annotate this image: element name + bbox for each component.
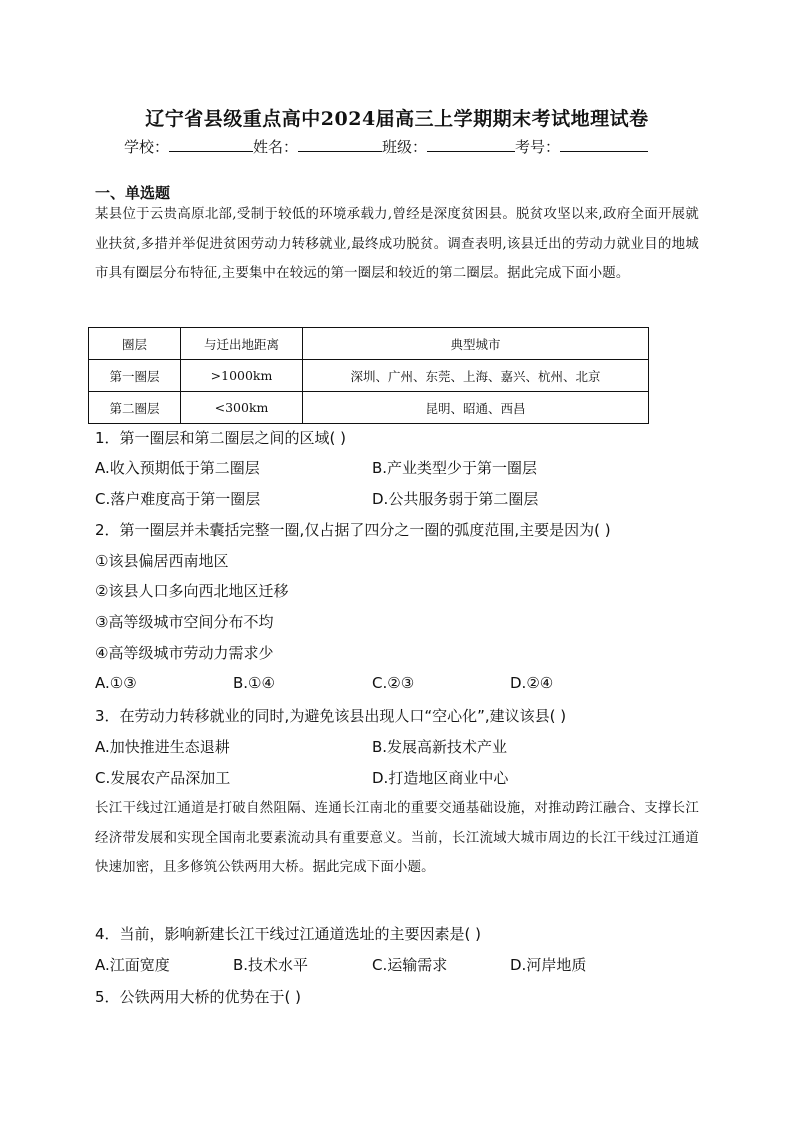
q3-option-d[interactable]: D.打造地区商业中心 — [372, 769, 509, 787]
student-info-line — [124, 136, 648, 157]
question-2-stem: 2．第一圈层并未囊括完整一圈,仅占据了四分之一圈的弧度范围,主要是因为( ) — [95, 521, 611, 539]
q2-option-d[interactable]: D.②④ — [510, 674, 554, 692]
section-heading: 一、单选题 — [95, 184, 171, 202]
q3-option-b[interactable]: B.发展高新技术产业 — [372, 738, 508, 756]
table-cell: 第一圈层 — [89, 360, 181, 392]
q4-option-b[interactable]: B.技术水平 — [233, 956, 309, 974]
table-header-row — [89, 328, 649, 360]
q2-statement-3: ③高等级城市空间分布不均 — [95, 613, 274, 631]
question-3-stem: 3．在劳动力转移就业的同时,为避免该县出现人口“空心化”,建议该县( ) — [95, 707, 567, 725]
q1-option-d[interactable]: D.公共服务弱于第二圈层 — [372, 490, 539, 508]
q1-option-b[interactable]: B.产业类型少于第一圈层 — [372, 459, 538, 477]
q2-option-c[interactable]: C.②③ — [372, 674, 415, 692]
class-label: 班级： — [382, 138, 428, 156]
table-row — [89, 392, 649, 424]
school-label: 学校： — [124, 138, 170, 156]
q4-option-a[interactable]: A.江面宽度 — [95, 956, 170, 974]
q2-statement-1: ①该县偏居西南地区 — [95, 552, 229, 570]
q4-option-c[interactable]: C.运输需求 — [372, 956, 448, 974]
q2-option-a[interactable]: A.①③ — [95, 674, 137, 692]
q1-option-a[interactable]: A.收入预期低于第二圈层 — [95, 459, 260, 477]
table-header-cell: 与迁出地距离 — [181, 328, 303, 360]
school-field[interactable] — [169, 136, 253, 152]
q2-statement-2: ②该县人口多向西北地区迁移 — [95, 582, 289, 600]
table-row — [89, 360, 649, 392]
q3-option-a[interactable]: A.加快推进生态退耕 — [95, 738, 230, 756]
question-4-stem: 4．当前，影响新建长江干线过江通道选址的主要因素是( ) — [95, 925, 482, 943]
passage-1: 某县位于云贵高原北部,受制于较低的环境承载力,曾经是深度贫困县。脱贫攻坚以来,政府全面开展就业扶贫,多措并举促进贫困劳动力转移就业,最终成功脱贫。调查表明,该县迁出的劳动力就业目的地城市具有圈层分布特征,主要集中在较远的第一圈层和较近的第二圈层。据此完成下面小题。 — [95, 207, 699, 282]
number-field[interactable] — [560, 136, 648, 152]
table-header-cell: 圈层 — [89, 328, 181, 360]
q4-option-d[interactable]: D.河岸地质 — [510, 956, 587, 974]
circle-table — [88, 327, 649, 424]
q2-statement-4: ④高等级城市劳动力需求少 — [95, 644, 274, 662]
table-cell: 深圳、广州、东莞、上海、嘉兴、杭州、北京 — [303, 360, 649, 392]
name-label: 姓名： — [253, 138, 299, 156]
name-field[interactable] — [298, 136, 382, 152]
passage-2: 长江干线过江通道是打破自然阻隔、连通长江南北的重要交通基础设施，对推动跨江融合、支撑长江经济带发展和实现全国南北要素流动具有重要意义。当前，长江流域大城市周边的长江干线过江通道快速加密，且多修筑公铁两用大桥。据此完成下面小题。 — [95, 801, 699, 876]
q3-option-c[interactable]: C.发展农产品深加工 — [95, 769, 231, 787]
table-cell: 第二圈层 — [89, 392, 181, 424]
q1-option-c[interactable]: C.落户难度高于第一圈层 — [95, 490, 261, 508]
class-field[interactable] — [427, 136, 515, 152]
question-5-stem: 5．公铁两用大桥的优势在于( ) — [95, 988, 302, 1006]
number-label: 考号： — [515, 138, 561, 156]
table-cell: <300km — [181, 392, 303, 424]
exam-title: 辽宁省县级重点高中2024届高三上学期期末考试地理试卷 — [145, 108, 649, 130]
question-1-stem: 1．第一圈层和第二圈层之间的区域( ) — [95, 429, 347, 447]
table-cell: 昆明、昭通、西昌 — [303, 392, 649, 424]
q2-option-b[interactable]: B.①④ — [233, 674, 275, 692]
table-header-cell: 典型城市 — [303, 328, 649, 360]
table-cell: >1000km — [181, 360, 303, 392]
